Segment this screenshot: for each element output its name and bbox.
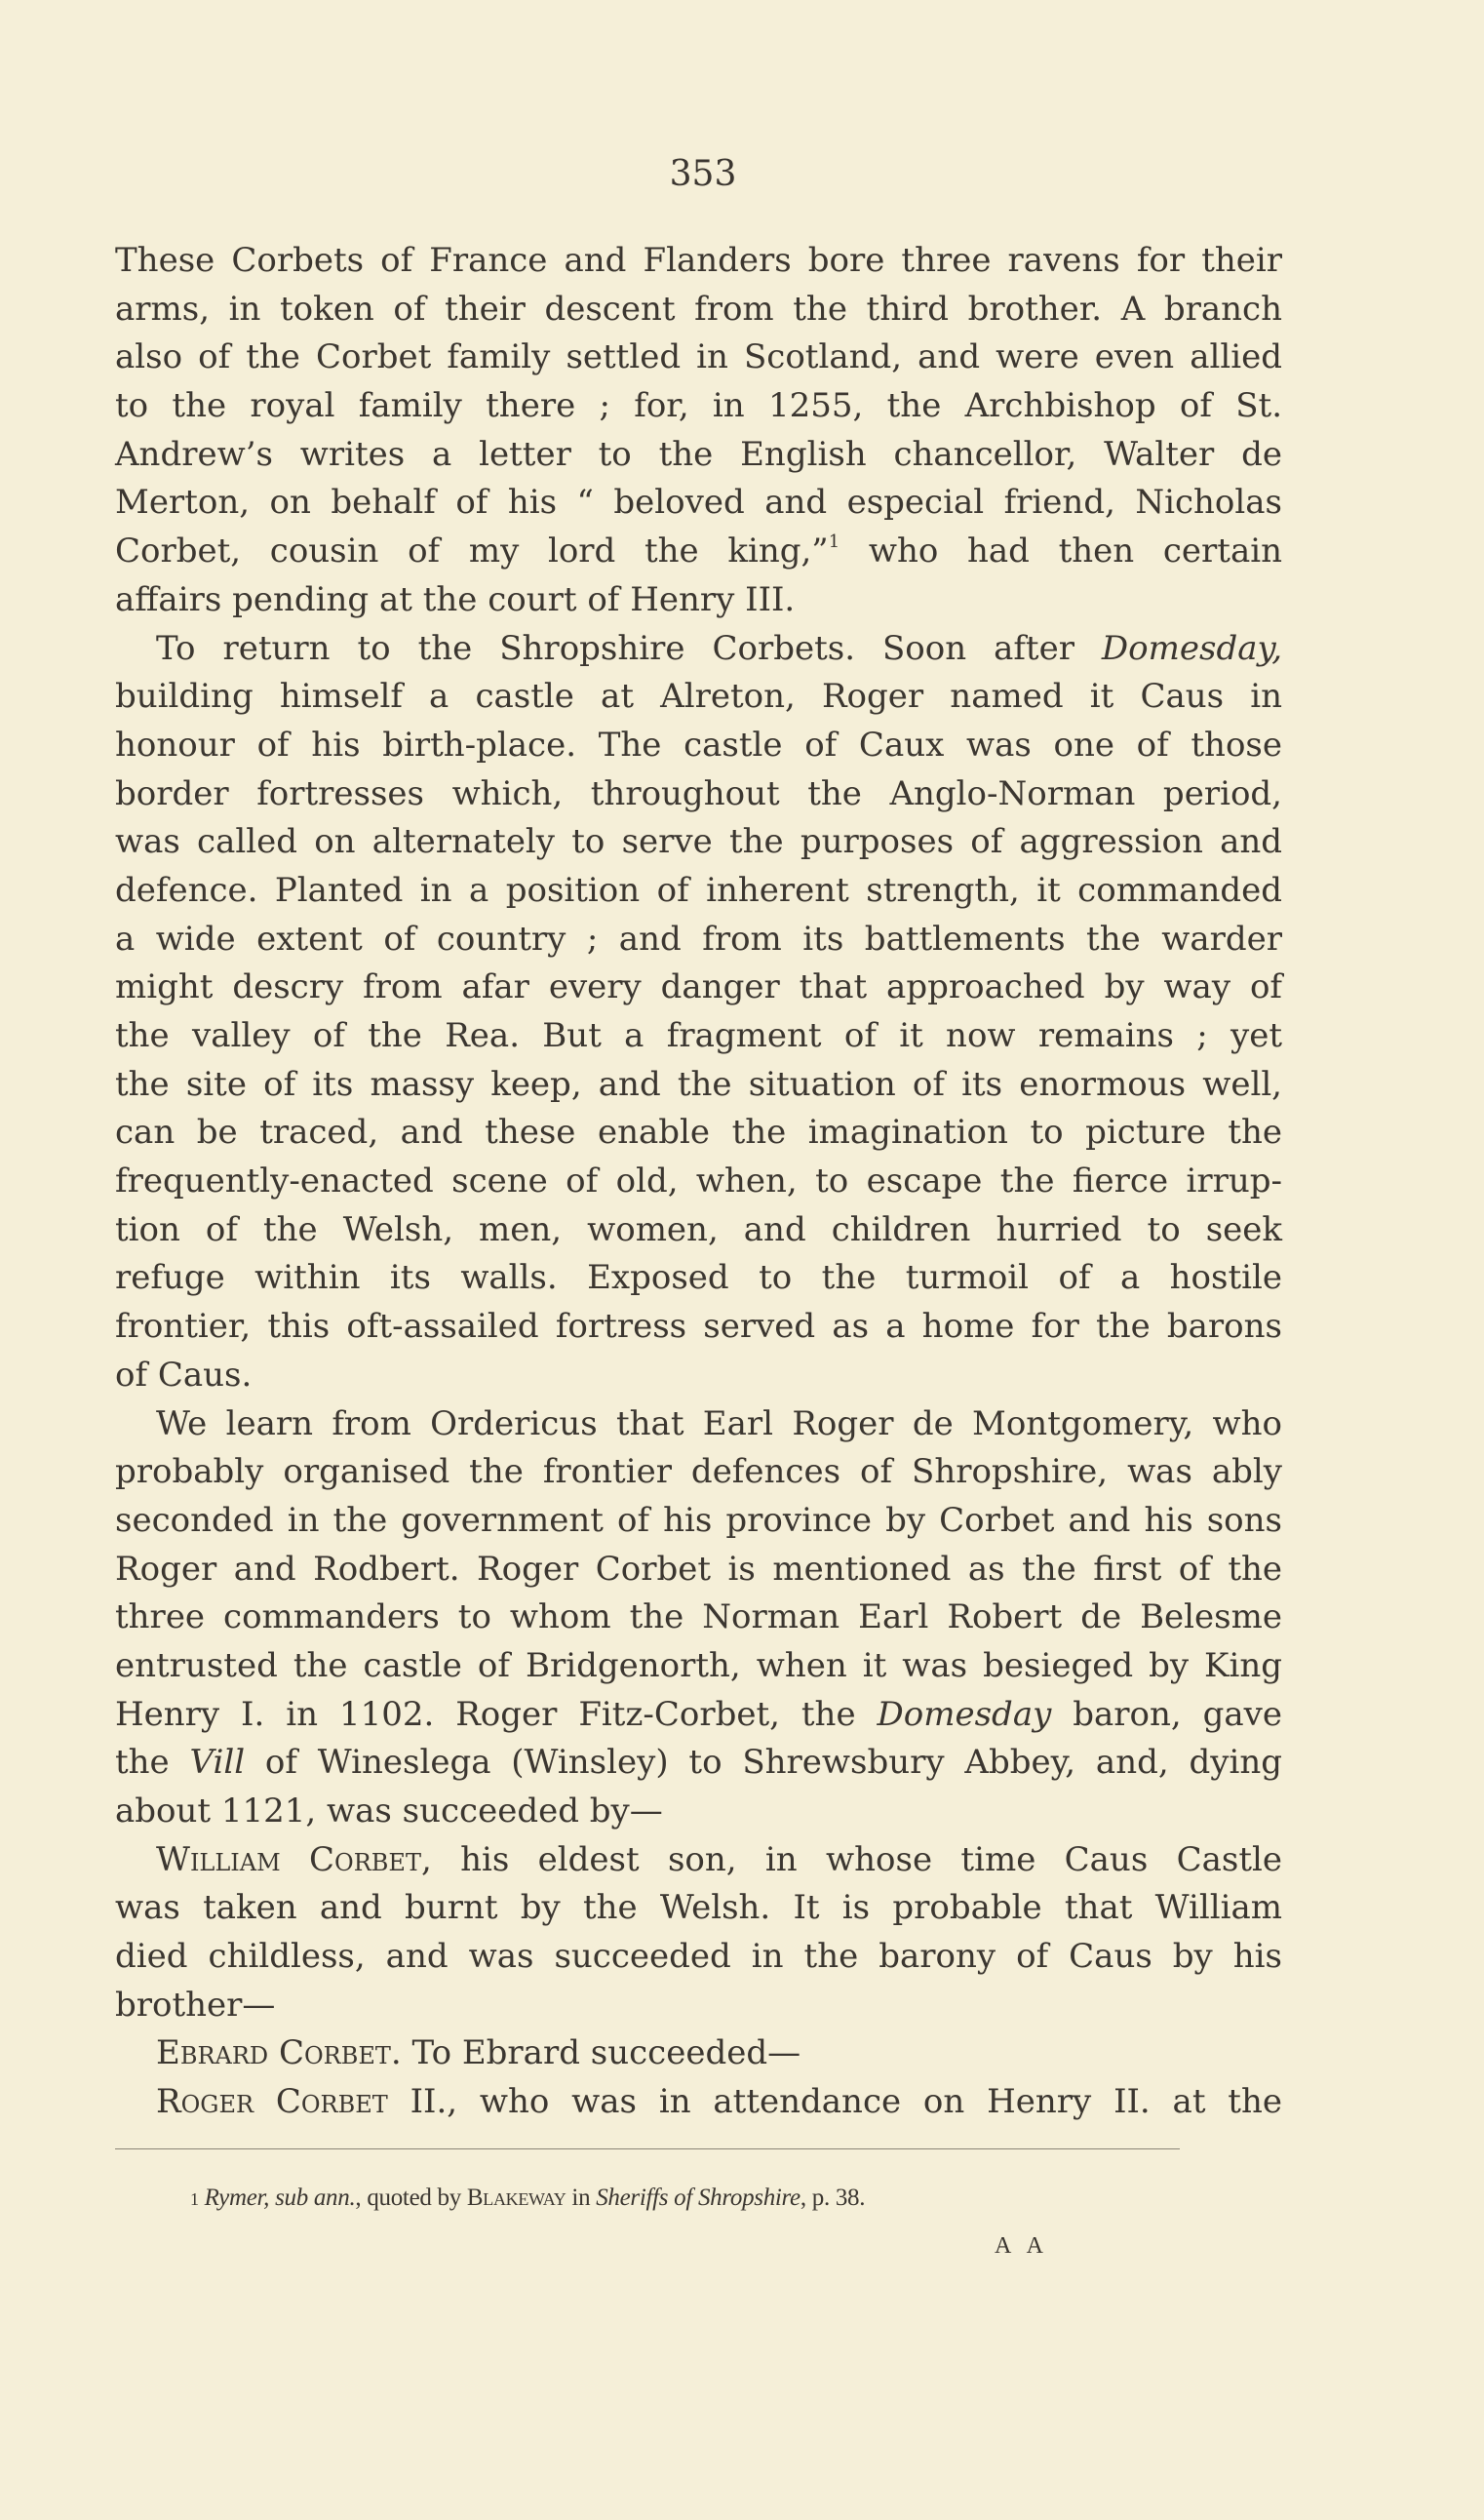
text-run: might descry from afar every danger that approached by way of <box>115 967 1282 1007</box>
text-line <box>115 2029 1282 2078</box>
text-run: Vill <box>189 1743 246 1783</box>
text-run: the <box>115 1743 190 1783</box>
text-run: Merton, on behalf of his “ beloved and especial friend, Nicholas <box>115 483 1282 523</box>
text-run: These Corbets of France and Flanders bore three ravens for their <box>115 241 1282 280</box>
text-line <box>115 1158 1282 1206</box>
text-line <box>115 722 1282 770</box>
text-run: honour of his birth-place. The castle of Caux was one of those <box>115 725 1282 765</box>
text-run: We learn from Ordericus that Earl Roger de Montgomery, who <box>156 1403 1282 1443</box>
text-run: probably organised the frontier defences of Shropshire, was ably <box>115 1452 1282 1492</box>
text-run: in <box>566 2185 597 2211</box>
text-run: affairs pending at the court of Henry III. <box>115 579 796 619</box>
text-run: also of the Corbet family settled in Scotland, and were even allied <box>115 337 1282 377</box>
text-line <box>115 1254 1282 1303</box>
text-run: the site of its massy keep, and the situation of its enormous well, <box>115 1064 1282 1104</box>
text-run: three commanders to whom the Norman Earl Robert de Belesme <box>115 1597 1282 1637</box>
text-run: the valley of the Rea. But a fragment of it now remains ; yet <box>115 1016 1282 1055</box>
text-run: Roger Corbet <box>156 2082 388 2122</box>
text-run: defence. Planted in a position of inherent strength, it commanded <box>115 870 1282 910</box>
text-run: Corbet, cousin of my lord the king,” <box>115 532 829 571</box>
signature-mark: A A <box>995 2233 1050 2259</box>
text-line <box>115 1303 1282 1352</box>
text-run: Rymer, sub ann. <box>204 2185 356 2211</box>
text-run: Domesday, <box>1101 628 1282 668</box>
text-run: Henry I. in 1102. Roger Fitz-Corbet, the <box>115 1694 878 1734</box>
text-run: border fortresses which, throughout the Anglo-Norman period, <box>115 773 1282 813</box>
text-run: arms, in token of their descent from the third brother. A branch <box>115 289 1282 329</box>
text-run: was called on alternately to serve the purposes of aggression and <box>115 822 1282 862</box>
text-line <box>115 1642 1282 1691</box>
text-run: William Corbet, <box>156 1839 432 1879</box>
text-run: Domesday <box>877 1694 1052 1734</box>
text-run: To Ebrard succeeded— <box>401 2033 801 2073</box>
text-run: died childless, and was succeeded in the barony of Caus by his <box>115 1937 1282 1977</box>
text-line <box>115 916 1282 965</box>
text-run: , p. 38. <box>800 2185 866 2211</box>
text-line <box>115 818 1282 867</box>
body-text <box>115 237 1282 2127</box>
text-line <box>115 2078 1282 2127</box>
text-line <box>115 1206 1282 1255</box>
text-run: frequently-enacted scene of old, when, to escape the fierce irrup- <box>115 1162 1282 1201</box>
text-run: Sheriffs of Shropshire <box>596 2185 801 2211</box>
text-line <box>115 1400 1282 1449</box>
text-run: can be traced, and these enable the imagination to picture the <box>115 1113 1282 1153</box>
text-line <box>115 479 1282 528</box>
footnote-text <box>205 2185 866 2211</box>
text-run: entrusted the castle of Bridgenorth, when it was besieged by King <box>115 1645 1282 1685</box>
text-run: his eldest son, in whose time Caus Castle <box>431 1839 1283 1879</box>
text-line <box>115 528 1282 576</box>
text-line <box>115 770 1282 819</box>
text-run: brother— <box>115 1985 276 2025</box>
text-line <box>115 431 1282 480</box>
text-line <box>115 1109 1282 1158</box>
text-run: refuge within its walls. Exposed to the turmoil of a hostile <box>115 1258 1282 1298</box>
text-line <box>115 576 1282 625</box>
footnote <box>190 2185 865 2214</box>
text-line <box>115 1836 1282 1885</box>
page-number: 353 <box>669 154 737 194</box>
text-run: , quoted by <box>355 2185 467 2211</box>
text-line <box>115 1933 1282 1982</box>
text-line <box>115 237 1282 286</box>
text-line <box>115 1788 1282 1836</box>
text-line <box>115 334 1282 382</box>
text-run: to the royal family there ; for, in 1255, the Archbishop of St. <box>115 386 1282 426</box>
footnote-divider <box>115 2148 1180 2149</box>
text-run: building himself a castle at Alreton, Roger named it Caus in <box>115 677 1282 717</box>
text-line <box>115 1594 1282 1642</box>
text-run: To return to the Shropshire Corbets. Soon after <box>156 628 1102 668</box>
footnote-reference: 1 <box>828 532 840 553</box>
text-line <box>115 867 1282 916</box>
text-run: baron, gave <box>1051 1694 1283 1734</box>
text-run: of Caus. <box>115 1355 253 1395</box>
text-run: of Wineslega (Winsley) to Shrewsbury Abbey, and, dying <box>245 1743 1282 1783</box>
text-line <box>115 1691 1282 1740</box>
text-line <box>115 1982 1282 2030</box>
text-line <box>115 673 1282 722</box>
text-run: was taken and burnt by the Welsh. It is probable that William <box>115 1888 1282 1928</box>
text-line <box>115 1884 1282 1933</box>
text-run: about 1121, was succeeded by— <box>115 1792 663 1831</box>
text-run: who had then certain <box>840 532 1282 571</box>
text-run: seconded in the government of his province by Corbet and his sons <box>115 1500 1282 1540</box>
text-run: frontier, this oft-assailed fortress served as a home for the barons <box>115 1307 1282 1347</box>
text-run: a wide extent of country ; and from its battlements the warder <box>115 919 1282 959</box>
text-line <box>115 1497 1282 1546</box>
text-run: tion of the Welsh, men, women, and children hurried to seek <box>115 1209 1282 1249</box>
text-run: Ebrard Corbet. <box>156 2033 402 2073</box>
text-line <box>115 382 1282 431</box>
text-line <box>115 1739 1282 1788</box>
text-line <box>115 1061 1282 1110</box>
text-line <box>115 964 1282 1012</box>
text-line <box>115 1352 1282 1400</box>
text-line <box>115 286 1282 335</box>
text-line <box>115 1546 1282 1595</box>
text-run: Andrew’s writes a letter to the English chancellor, Walter de <box>115 434 1282 474</box>
text-run: Blakeway <box>466 2185 566 2211</box>
footnote-marker: 1 <box>190 2189 199 2209</box>
text-line <box>115 1012 1282 1061</box>
text-run: II., who was in attendance on Henry II. at the <box>387 2082 1282 2122</box>
text-run: Roger and Rodbert. Roger Corbet is mentioned as the first of the <box>115 1549 1282 1589</box>
text-line <box>115 1448 1282 1497</box>
text-line <box>115 625 1282 674</box>
